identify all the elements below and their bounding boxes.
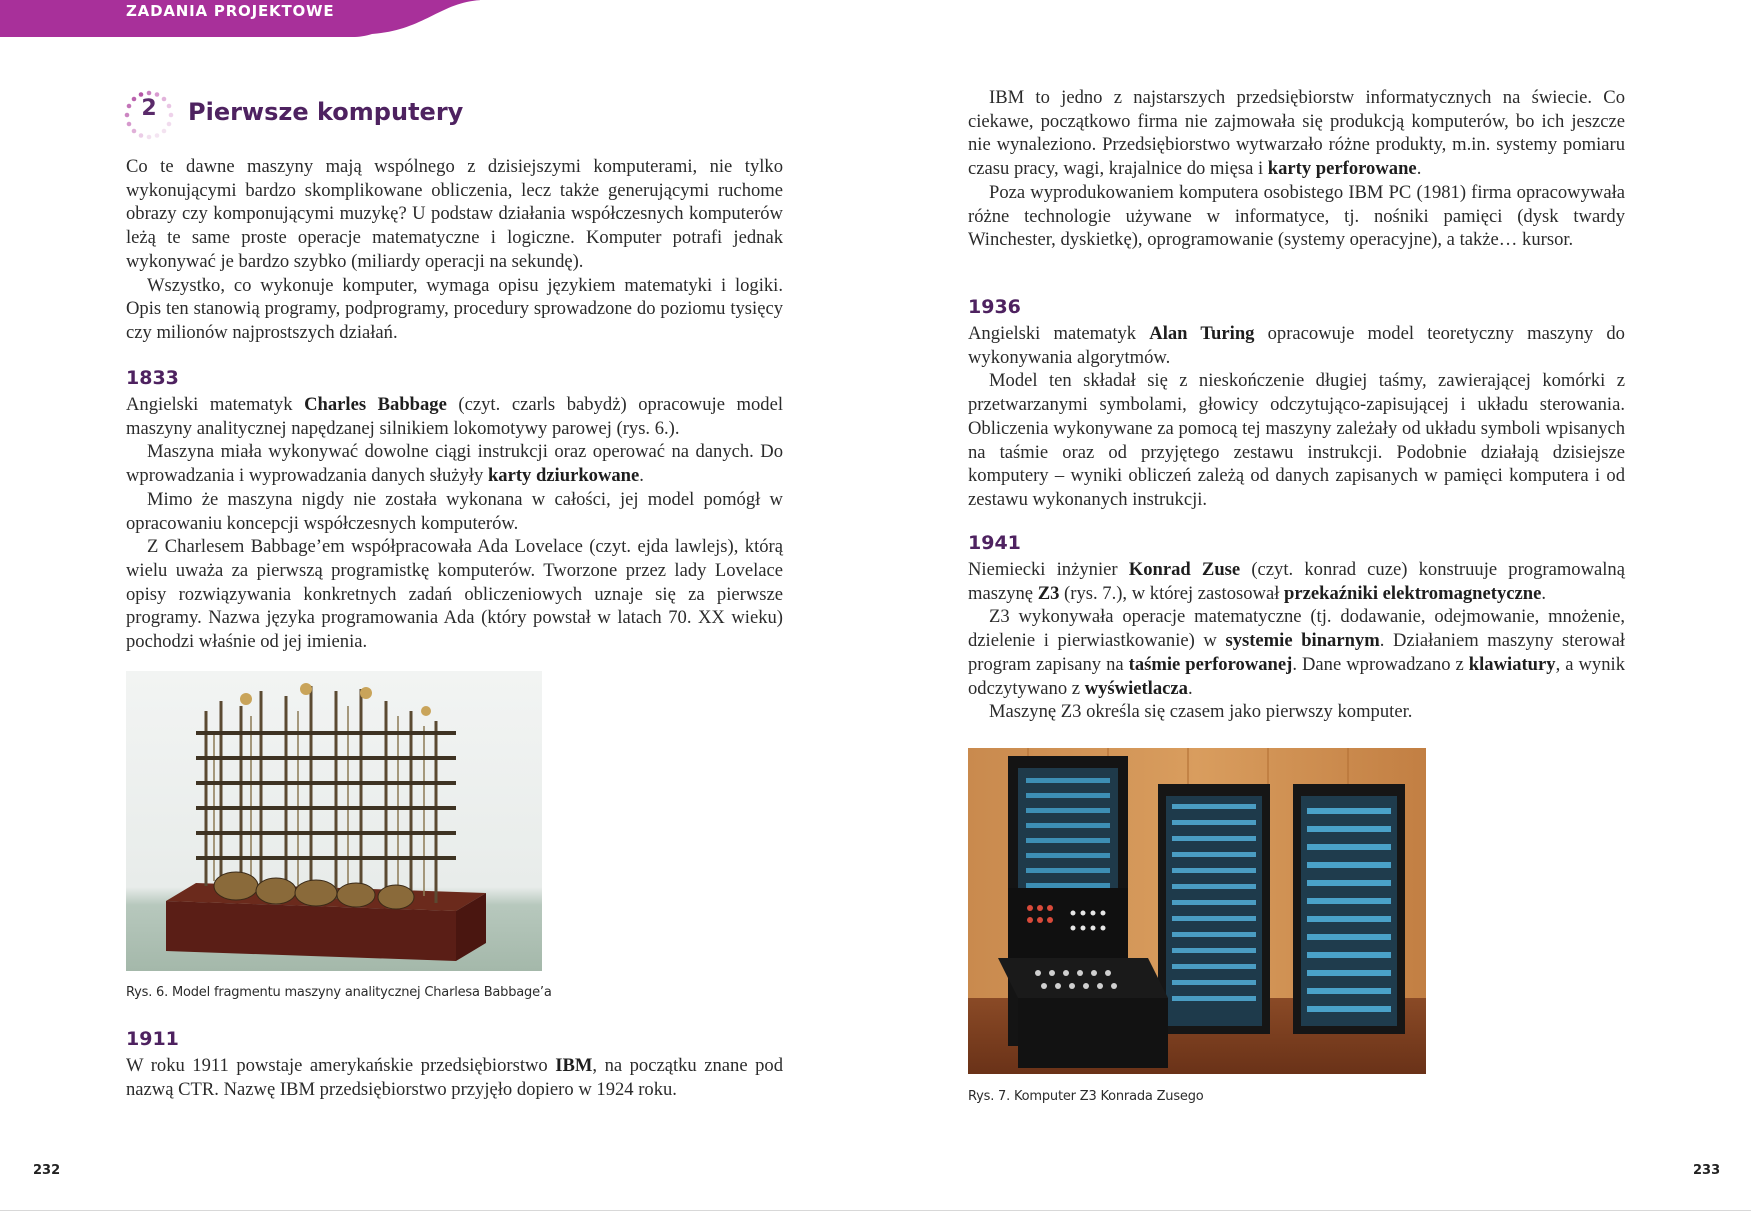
intro-text [126, 155, 783, 345]
figure-7-caption: Rys. 7. Komputer Z3 Konrada Zusego [968, 1089, 1204, 1104]
figure-7-z3-computer-photo [968, 748, 1426, 1074]
section-number: 2 [141, 96, 157, 121]
page-edge-divider [0, 1210, 1751, 1211]
section-1936-text [968, 322, 1625, 512]
paragraph-1833-model: Mimo że maszyna nigdy nie została wykonana w całości, jej model pomógł w opracowaniu koncepcji współczesnych komputerów. [126, 488, 783, 534]
header-banner [0, 0, 480, 37]
intro-paragraph: Wszystko, co wykonuje komputer, wymaga opisu językiem matematyki i logiki. Opis ten stanowią programy, podprogramy, procedury sprowadzone do poziomu tysięcy czy milionów najprostszych działań. [126, 274, 783, 343]
section-1833-text [126, 393, 783, 654]
paragraph-1833-lovelace: Z Charlesem Babbage’em współpracowała Ada Lovelace (czyt. ejda lawlejs), którą wielu uważa za pierwszą programistkę komputerów. Tworzone przez lady Lovelace opisy rozwiązywania konkretnych zadań obliczeniowych uznaje się za pierwsze programy. Nazwa języka programowania Ada (który powstał w latach 70. XX wieku) pochodzi właśnie od jej imienia. [126, 536, 783, 653]
header-label: ZADANIA PROJEKTOWE [126, 2, 335, 20]
paragraph-1941-first-computer: Maszynę Z3 określa się czasem jako pierwszy komputer. [989, 701, 1413, 723]
paragraph-ibm-technologies: Poza wyprodukowaniem komputera osobistego IBM PC (1981) firma opracowywała różne technologie używane w informatyce, tj. nośniki pamięci (dysk twardy Winchester, dyskietkę), oprogramowanie (systemy operacyjne), a także… kursor. [968, 181, 1625, 251]
figure-6-analytical-engine-photo [126, 671, 542, 971]
section-1911-text [126, 1054, 783, 1101]
year-heading-1941: 1941 [968, 532, 1021, 554]
paragraph-1941-zuse: Niemiecki inżynier Konrad Zuse (czyt. konrad cuze) konstruuje programowalną maszynę Z3 (rys. 7.), w której zastosował przekaźniki elektromagnetyczne. [968, 559, 1625, 604]
page-number-left: 232 [33, 1163, 61, 1178]
year-heading-1833: 1833 [126, 367, 179, 389]
paragraph-1911-ibm: W roku 1911 powstaje amerykańskie przedsiębiorstwo IBM, na początku znane pod nazwą CTR. Nazwę IBM przedsiębiorstwo przyjęło dopiero w 1924 roku. [126, 1055, 783, 1100]
paragraph-1936-turing: Angielski matematyk Alan Turing opracowuje model teoretyczny maszyny do wykonywania algorytmów. [968, 323, 1625, 368]
figure-6-caption: Rys. 6. Model fragmentu maszyny analitycznej Charlesa Babbage’a [126, 985, 552, 1000]
ibm-text [968, 86, 1625, 252]
paragraph-1941-z3-operations: Z3 wykonywała operacje matematyczne (tj. dodawanie, odejmowanie, mnożenie, dzielenie i pierwiastkowanie) w systemie binarnym. Działaniem maszyny sterował program zapisany na taśmie perforowanej. Dane wprowadzano z klawiatury, a wynik odczytywano z wyświetlacza. [968, 606, 1625, 699]
intro-paragraph: Co te dawne maszyny mają wspólnego z dzisiejszymi komputerami, nie tylko wykonującymi bardzo skomplikowane obliczenia, lecz także generującymi ruchome obrazy czy komponującymi muzykę? U podstaw działania współczesnych komputerów leżą te same proste operacje matematyczne i logiczne. Komputer potrafi jednak wykonywać je bardzo szybko (miliardy operacji na sekundę). [126, 156, 783, 272]
paragraph-ibm-history: IBM to jedno z najstarszych przedsiębiorstw informatycznych na świecie. Co ciekawe, początkowo firma nie zajmowała się produkcją komputerów, bo ich jeszcze nie wynaleziono. Przedsiębiorstwo wytwarzało różne produkty, m.in. systemy pomiaru czasu pracy, wagi, krajalnice do mięsa i karty perforowane. [968, 87, 1625, 180]
year-heading-1936: 1936 [968, 296, 1021, 318]
page-number-right: 233 [1693, 1163, 1721, 1178]
paragraph-1936-model: Model ten składał się z nieskończenie długiej taśmy, zawierającej komórki z przetwarzanymi symbolami, głowicy odczytująco-zapisującej i układu sterowania. Obliczenia wykonywane za pomocą tej maszyny zależały od układu symboli wpisanych na taśmie oraz od przyjętego zestawu instrukcji. Podobnie działają dzisiejsze komputery – wyniki obliczeń zależą od danych zapisanych w pamięci komputera i od zestawu wykonanych instrukcji. [968, 370, 1625, 510]
section-title: Pierwsze komputery [188, 98, 464, 126]
section-1941-text [968, 558, 1625, 724]
paragraph-1833-babbage: Angielski matematyk Charles Babbage (czyt. czarls babydż) opracowuje model maszyny analitycznej napędzanej silnikiem lokomotywy parowej (rys. 6.). [126, 394, 783, 439]
paragraph-1833-instructions: Maszyna miała wykonywać dowolne ciągi instrukcji oraz operować na danych. Do wprowadzania i wyprowadzania danych służyły karty dziurkowane. [126, 441, 783, 487]
year-heading-1911: 1911 [126, 1028, 179, 1050]
